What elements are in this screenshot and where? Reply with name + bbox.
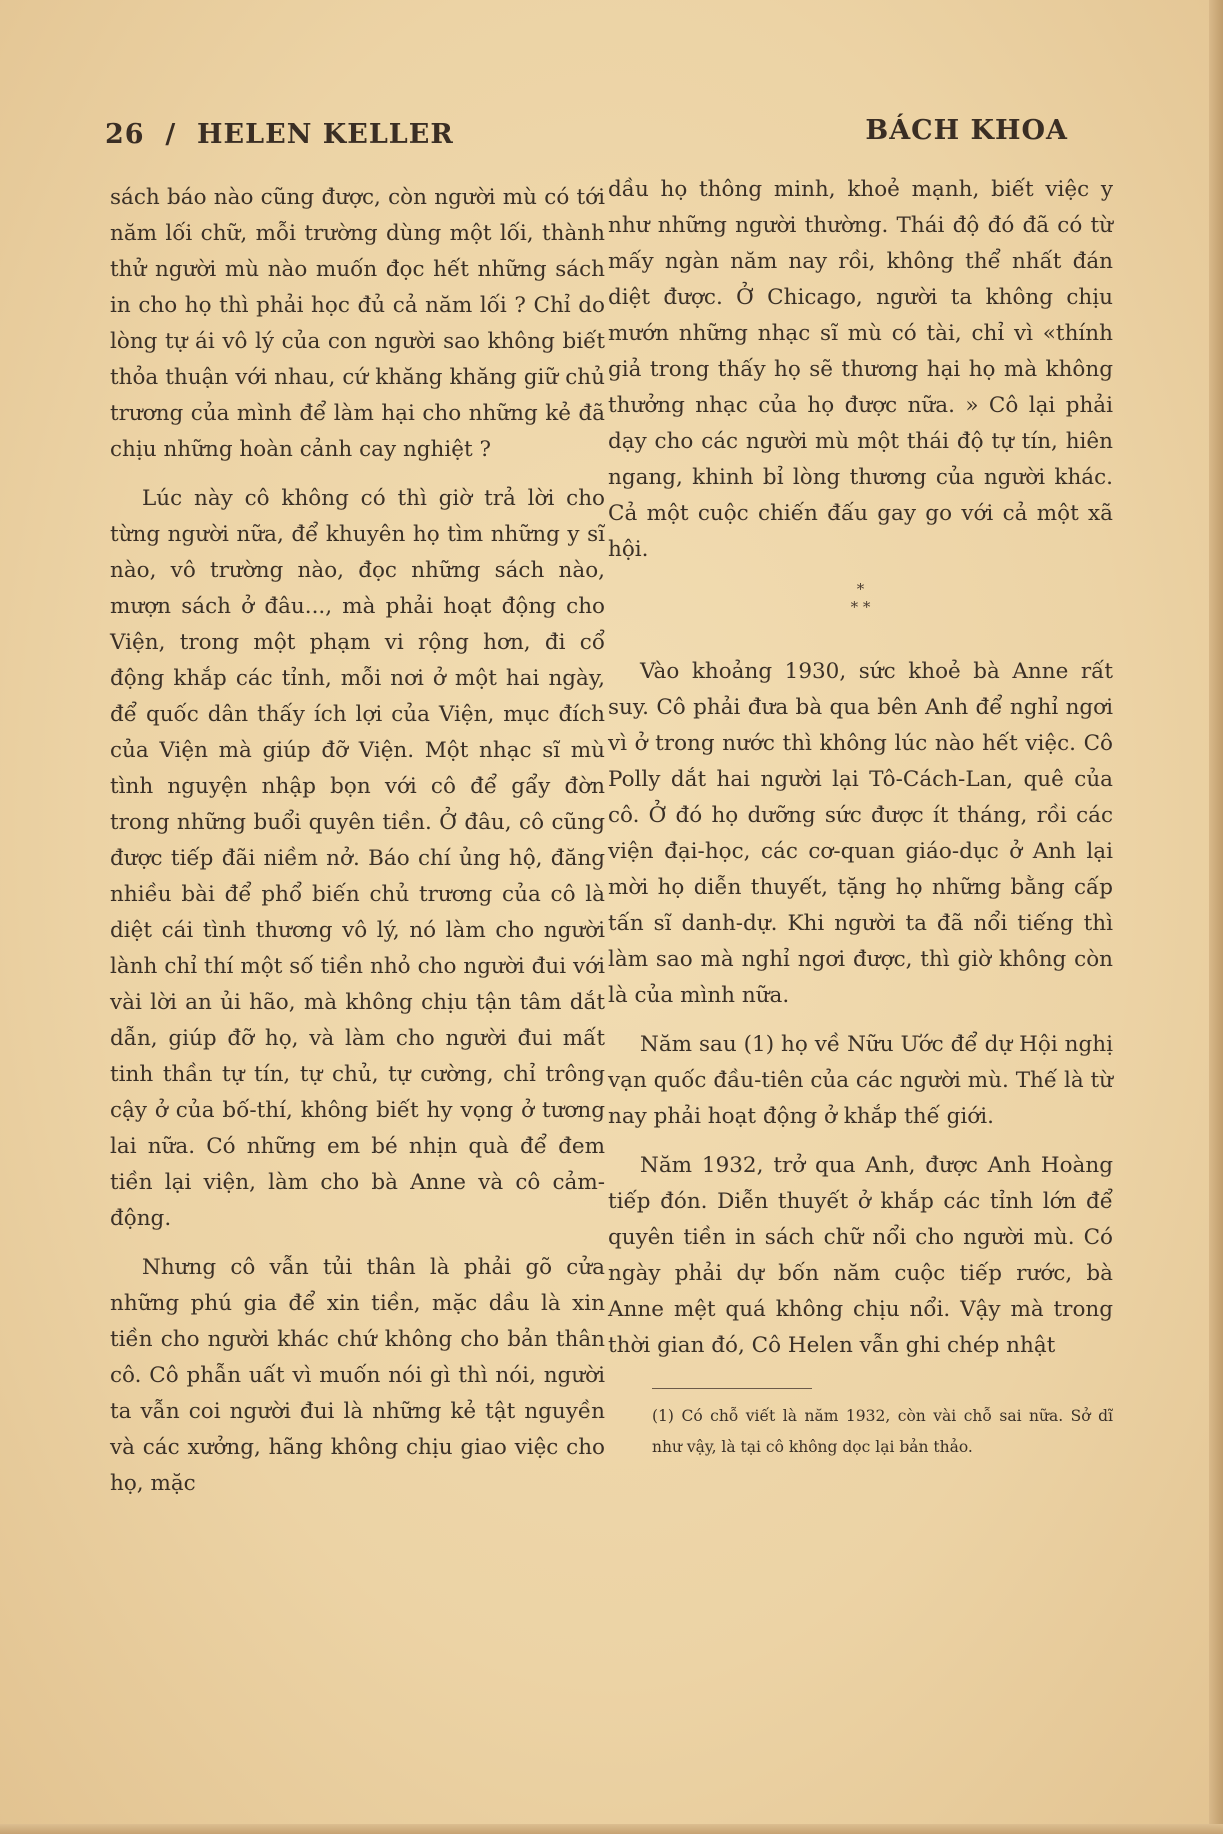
right-column (608, 172, 1113, 1463)
publication-name: BÁCH KHOA (865, 115, 1068, 146)
left-paragraph-2: Lúc này cô không có thì giờ trả lời cho từng người nữa, để khuyên họ tìm những y sĩ nào, vô trường nào, đọc những sách nào, mượn sách ở đâu..., mà phải hoạt động cho Viện, trong một phạm vi rộng hơn, đi cổ động khắp các tỉnh, mỗi nơi ở một hai ngày, để quốc dân thấy ích lợi của Viện, mục đích của Viện mà giúp đỡ Viện. Một nhạc sĩ mù tình nguyện nhập bọn với cô để gẩy đờn trong những buổi quyên tiền. Ở đâu, cô cũng được tiếp đãi niềm nở. Báo chí ủng hộ, đăng nhiều bài để phổ biến chủ trương của cô là diệt cái tình thương vô lý, nó làm cho người lành chỉ thí một số tiền nhỏ cho người đui với vài lời an ủi hão, mà không chịu tận tâm dắt dẫn, giúp đỡ họ, và làm cho người đui mất tinh thần tự tín, tự chủ, tự cường, chỉ trông cậy ở của bố-thí, không biết hy vọng ở tương lai nữa. Có những em bé nhịn quà để đem tiền lại viện, làm cho bà Anne và cô cảm-động. (110, 486, 605, 1231)
right-paragraph-2: Vào khoảng 1930, sức khoẻ bà Anne rất suy. Cô phải đưa bà qua bên Anh để nghỉ ngơi vì ở trong nước thì không lúc nào hết việc. Cô Polly dắt hai người lại Tô-Cách-Lan, quê của cô. Ở đó họ dưỡng sức được ít tháng, rồi các viện đại-học, các cơ-quan giáo-dục ở Anh lại mời họ diễn thuyết, tặng họ những bằng cấp tấn sĩ danh-dự. Khi người ta đã nổi tiếng thì làm sao mà nghỉ ngơi được, thì giờ không còn là của mình nữa. (608, 659, 1113, 1008)
left-paragraph-1: sách báo nào cũng được, còn người mù có tới năm lối chữ, mỗi trường dùng một lối, thành thử người mù nào muốn đọc hết những sách in cho họ thì phải học đủ cả năm lối ? Chỉ do lòng tự ái vô lý của con người sao không biết thỏa thuận với nhau, cứ khăng khăng giữ chủ trương của mình để làm hại cho những kẻ đã chịu những hoàn cảnh cay nghiệt ? (110, 185, 605, 462)
left-column (110, 180, 605, 1502)
page-edge-bottom (0, 1824, 1223, 1834)
footnote-rule (652, 1388, 812, 1389)
running-header (105, 115, 1068, 165)
right-paragraph-4: Năm 1932, trở qua Anh, được Anh Hoàng tiếp đón. Diễn thuyết ở khắp các tỉnh lớn để quyên tiền in sách chữ nổi cho người mù. Có ngày phải dự bốn năm cuộc tiếp rước, bà Anne mệt quá không chịu nổi. Vậy mà trong thời gian đó, Cô Helen vẫn ghi chép nhật (608, 1153, 1113, 1358)
page-number-and-title: 26 / HELEN KELLER (105, 119, 454, 150)
page-edge-right (1209, 0, 1223, 1834)
footnote: (1) Có chỗ viết là năm 1932, còn vài chỗ sai nữa. Sở dĩ như vậy, là tại cô không dọc lại bản thảo. (652, 1407, 1113, 1456)
section-asterism: * * * (850, 580, 871, 616)
right-paragraph-3: Năm sau (1) họ về Nữu Ước để dự Hội nghị vạn quốc đầu-tiên của các người mù. Thế là từ nay phải hoạt động ở khắp thế giới. (608, 1032, 1113, 1129)
left-paragraph-3: Nhưng cô vẫn tủi thân là phải gõ cửa những phú gia để xin tiền, mặc dầu là xin tiền cho người khác chứ không cho bản thân cô. Cô phẫn uất vì muốn nói gì thì nói, người ta vẫn coi người đui là những kẻ tật nguyền và các xưởng, hãng không chịu giao việc cho họ, mặc (110, 1255, 605, 1496)
right-paragraph-1: dầu họ thông minh, khoẻ mạnh, biết việc y như những người thường. Thái độ đó đã có từ mấy ngàn năm nay rồi, không thể nhất đán diệt được. Ở Chicago, người ta không chịu mướn những nhạc sĩ mù có tài, chỉ vì «thính giả trong thấy họ sẽ thương hại họ mà không thưởng nhạc của họ được nữa. » Cô lại phải dạy cho các người mù một thái độ tự tín, hiên ngang, khinh bỉ lòng thương của người khác. Cả một cuộc chiến đấu gay go với cả một xã hội. (608, 177, 1113, 562)
